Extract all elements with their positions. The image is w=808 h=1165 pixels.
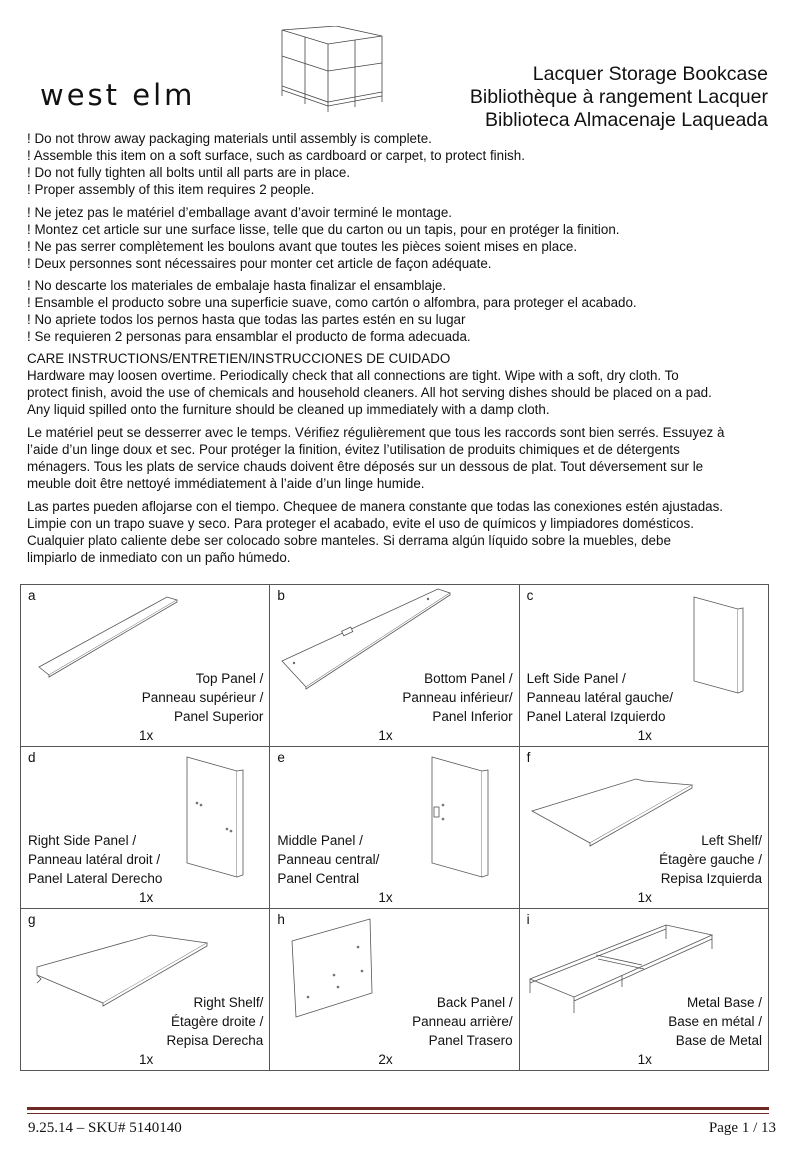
part-name-es: Panel Inferior	[432, 709, 513, 724]
care-fr	[27, 424, 775, 492]
part-quantity: 1x	[378, 728, 393, 743]
care-line: Las partes pueden aflojarse con el tiempo. Chequee de manera constante que todas las conexiones estén ajustadas.	[27, 499, 724, 514]
part-name	[659, 831, 762, 888]
part-name-fr: Panneau inférieur/	[402, 690, 513, 705]
warning-line: ! Ensamble el producto sobre una superficie suave, como cartón o alfombra, para proteger el acabado.	[27, 295, 637, 310]
part-name	[668, 993, 762, 1050]
part-letter: b	[277, 588, 285, 603]
part-cell-e	[270, 747, 519, 909]
warning-line: ! Assemble this item on a soft surface, such as cardboard or carpet, to protect finish.	[27, 148, 525, 163]
part-name-en: Top Panel /	[195, 671, 264, 686]
care-instructions	[27, 350, 775, 572]
part-name-en: Back Panel /	[436, 995, 513, 1010]
part-name-en: Metal Base /	[686, 995, 762, 1010]
part-letter: h	[277, 912, 285, 927]
care-line: Limpie con un trapo suave y seco. Para proteger el acabado, evite el uso de químicos y limpiadores domésticos.	[27, 516, 694, 531]
warning-line: ! No descarte los materiales de embalaje hasta finalizar el ensamblaje.	[27, 278, 447, 293]
part-quantity: 1x	[139, 728, 154, 743]
part-letter: a	[28, 588, 36, 603]
document-titles	[470, 63, 768, 132]
part-name-fr: Panneau arrière/	[412, 1014, 513, 1029]
part-name	[28, 831, 162, 888]
part-name-fr: Étagère gauche /	[659, 852, 762, 867]
care-en	[27, 367, 775, 418]
part-name-es: Panel Lateral Derecho	[28, 871, 163, 886]
title-en: Lacquer Storage Bookcase	[532, 63, 768, 85]
part-name-fr: Étagère droite /	[171, 1014, 264, 1029]
part-quantity: 1x	[637, 728, 652, 743]
warnings-fr	[27, 204, 775, 272]
part-name-es: Panel Lateral Izquierdo	[526, 709, 666, 724]
part-name-fr: Base en métal /	[668, 1014, 762, 1029]
warning-line: ! No apriete todos los pernos hasta que todas las partes estén en su lugar	[27, 312, 466, 327]
part-name	[167, 993, 264, 1050]
care-line: limpiarlo de inmediato con un paño húmedo.	[27, 550, 291, 565]
care-line: ménagers. Tous les plats de service chauds doivent être déposés sur un dessous de plat. Tout déversement sur le	[27, 459, 704, 474]
part-name	[142, 669, 264, 726]
part-name-es: Repisa Izquierda	[660, 871, 762, 886]
warnings-en	[27, 130, 775, 198]
left-side-panel-drawing	[690, 595, 750, 695]
part-cell-b	[270, 585, 519, 747]
page-number: Page 1 / 13	[708, 1120, 776, 1136]
part-quantity: 1x	[139, 890, 154, 905]
part-name-en: Middle Panel /	[277, 833, 363, 848]
part-quantity: 1x	[139, 1052, 154, 1067]
part-letter: f	[526, 750, 531, 765]
part-name-en: Bottom Panel /	[424, 671, 513, 686]
footer-divider	[27, 1107, 769, 1110]
care-line: Hardware may loosen overtime. Periodically check that all connections are tight. Wipe with a soft, dry cloth. To	[27, 368, 679, 383]
parts-table	[20, 584, 769, 1071]
warning-line: ! Proper assembly of this item requires 2 people.	[27, 182, 315, 197]
part-cell-h	[270, 909, 519, 1071]
part-name-en: Left Side Panel /	[526, 671, 626, 686]
part-letter: i	[526, 912, 530, 927]
care-es	[27, 498, 775, 566]
warnings-es	[27, 277, 775, 345]
care-line: Cualquier plato caliente debe ser colocado sobre manteles. Si derrama algún líquido sobre la muebles, debe	[27, 533, 671, 548]
part-name	[277, 831, 379, 888]
part-name	[402, 669, 512, 726]
title-es: Biblioteca Almacenaje Laqueada	[485, 109, 768, 131]
part-name-en: Right Shelf/	[193, 995, 264, 1010]
footer-sku: 9.25.14 – SKU# 5140140	[28, 1120, 182, 1136]
care-heading: CARE INSTRUCTIONS/ENTRETIEN/INSTRUCCIONES DE CUIDADO	[27, 351, 451, 366]
part-quantity: 2x	[378, 1052, 393, 1067]
brand-logo: west elm	[40, 78, 196, 112]
part-quantity: 1x	[378, 890, 393, 905]
care-line: Le matériel peut se desserrer avec le temps. Vérifiez régulièrement que tous les raccords sont bien serrés. Essuyez à	[27, 425, 725, 440]
footer-divider-thin	[27, 1113, 769, 1114]
part-letter: e	[277, 750, 285, 765]
warning-line: ! Se requieren 2 personas para ensamblar el producto de forma adecuada.	[27, 329, 471, 344]
care-line: Any liquid spilled onto the furniture should be cleaned up immediately with a damp cloth.	[27, 402, 550, 417]
part-cell-f	[519, 747, 768, 909]
part-letter: d	[28, 750, 36, 765]
care-line: meuble doit être nettoyé immédiatement à l’aide d’un linge humide.	[27, 476, 425, 491]
part-name-fr: Panneau latéral gauche/	[526, 690, 674, 705]
part-cell-i	[519, 909, 768, 1071]
part-cell-a	[21, 585, 270, 747]
middle-panel-drawing	[426, 755, 496, 880]
part-name-es: Panel Central	[277, 871, 360, 886]
part-cell-g	[21, 909, 270, 1071]
care-line: protect finish, avoid the use of chemicals and household cleaners. All hot serving dishes should be placed on a pad.	[27, 385, 712, 400]
warning-line: ! Do not fully tighten all bolts until all parts are in place.	[27, 165, 351, 180]
part-letter: c	[526, 588, 534, 603]
part-quantity: 1x	[637, 890, 652, 905]
part-name-fr: Panneau supérieur /	[141, 690, 264, 705]
part-cell-c	[519, 585, 768, 747]
part-name-fr: Panneau latéral droit /	[28, 852, 161, 867]
title-fr: Bibliothèque à rangement Lacquer	[469, 86, 768, 108]
warning-line: ! Do not throw away packaging materials until assembly is complete.	[27, 131, 432, 146]
part-name-en: Left Shelf/	[701, 833, 762, 848]
part-name-es: Base de Metal	[675, 1033, 762, 1048]
part-name	[412, 993, 513, 1050]
warning-line: ! Ne pas serrer complètement les boulons avant que toutes les pièces soient mises en place.	[27, 239, 578, 254]
part-name-es: Repisa Derecha	[166, 1033, 264, 1048]
back-panel-drawing	[288, 917, 383, 1022]
warning-line: ! Deux personnes sont nécessaires pour monter cet article de façon adéquate.	[27, 256, 492, 271]
care-line: l’aide d’un linge doux et sec. Pour protéger la finition, évitez l’utilisation de produits chimiques et de détergents	[27, 442, 680, 457]
part-name-en: Right Side Panel /	[28, 833, 137, 848]
warning-line: ! Montez cet article sur une surface lisse, telle que du carton ou un tapis, pour en protéger la finition.	[27, 222, 620, 237]
part-name-es: Panel Trasero	[428, 1033, 513, 1048]
part-name-fr: Panneau central/	[277, 852, 380, 867]
right-side-panel-drawing	[181, 755, 251, 880]
part-cell-d	[21, 747, 270, 909]
part-quantity: 1x	[637, 1052, 652, 1067]
part-name	[527, 669, 673, 726]
bookcase-illustration	[278, 26, 388, 112]
part-letter: g	[28, 912, 36, 927]
part-name-es: Panel Superior	[174, 709, 264, 724]
warning-line: ! Ne jetez pas le matériel d’emballage avant d’avoir terminé le montage.	[27, 205, 453, 220]
